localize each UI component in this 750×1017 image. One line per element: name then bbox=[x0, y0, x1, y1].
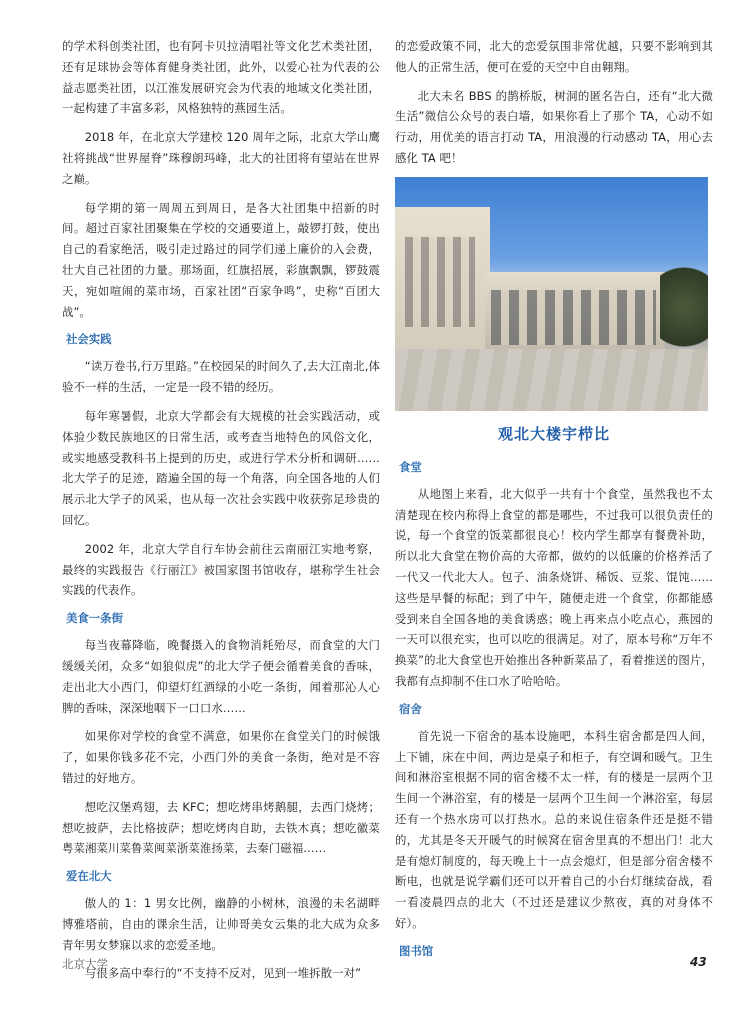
section-heading-food-street: 美食一条街 bbox=[66, 611, 123, 626]
footer-publication: 北京大学 bbox=[62, 957, 108, 971]
section-heading-love: 爱在北大 bbox=[66, 869, 112, 884]
campus-building-photo bbox=[395, 177, 708, 411]
plaza-ground bbox=[395, 349, 708, 411]
section-heading-library: 图书馆 bbox=[399, 943, 434, 958]
paragraph: 每学期的第一周周五到周日，是各大社团集中招新的时间。超过百家社团聚集在学校的交通要道上，敲锣打鼓，使出自己的看家绝活，吸引走过路过的同学们递上廉价的入会费，壮大自己社团的力量。那场面，红旗招展，彩旗飘飘，锣鼓震天，宛如喧闹的菜市场，百家社团“百家争鸣”，史称“百团大战”。 bbox=[62, 200, 380, 319]
left-column bbox=[62, 36, 380, 992]
paragraph: “读万卷书,行万里路。”在校园呆的时间久了,去大江南北,体验不一样的生活，一定是一段不错的经历。 bbox=[62, 359, 380, 395]
section-heading-canteen: 食堂 bbox=[399, 459, 422, 474]
paragraph: 从地图上来看，北大似乎一共有十个食堂，虽然我也不太清楚现在校内称得上食堂的都是哪些，不过我可以很负责任的说，每一个食堂的饭菜都很良心！校内学生都享有餐费补助，所以北大食堂在物价高的大帝都，做妁的以低廉的价格养活了一代又一代北大人。包子、油条烧饼、稀饭、豆浆、馄饨……这些是早餐的标配；到了中午，随便走进一个食堂，你都能感受到来自全国各地的美食诱惑；晚上再来点小吃点心，燕园的一天可以很充实，也可以吃的很满足。对了，原本号称“万年不换菜”的北大食堂也开始推出各种新菜品了，看着推送的图片，我都有点抑制不住口水了哈哈哈。 bbox=[395, 486, 713, 688]
paragraph: 傲人的 1：1 男女比例，幽静的小树林，浪漫的未名湖畔博雅塔前，自由的课余生活，让帅哥美女云集的北大成为众多青年男女梦寐以求的恋爱圣地。 bbox=[62, 896, 380, 952]
page-number: 43 bbox=[690, 955, 707, 969]
paragraph: 每当夜幕降临，晚餐摄入的食物消耗殆尽，而食堂的大门缓缓关闭，众多“如狼似虎”的北大学子便会循着美食的香味，走出北大小西门，仰望灯红酒绿的小吃一条街，闻着那沁人心脾的香味，深深地咽下一口口水…… bbox=[62, 638, 380, 715]
photo-caption: 观北大楼宇栉比 bbox=[497, 424, 610, 443]
section-heading-dormitory: 宿舍 bbox=[399, 701, 422, 716]
paragraph: 与很多高中奉行的“不支持不反对，见到一堆拆散一对” bbox=[84, 966, 362, 981]
section-heading-social-practice: 社会实践 bbox=[66, 332, 112, 347]
paragraph: 想吃汉堡鸡翅，去 KFC；想吃烤串烤鹅腿，去西门烧烤；想吃披萨，去比格披萨；想吃烤肉自助，去铁木真；想吃徽菜粤菜湘菜川菜鲁菜闽菜浙菜淮扬菜，去秦门磁福…… bbox=[62, 799, 380, 856]
paragraph: 如果你对学校的食堂不满意，如果你在食堂关门的时候饿了，如果你钱多花不完，小西门外的美食一条街，绝对是不容错过的好地方。 bbox=[62, 729, 380, 785]
paragraph: 2018 年，在北京大学建校 120 周年之际，北京大学山鹰社将挑战“世界屋脊”珠穆朗玛峰，北大的社团将有望站在世界之巅。 bbox=[62, 130, 380, 186]
paragraph: 的恋爱政策不同，北大的恋爱氛围非常优越，只要不影响到其他人的正常生活，便可在爱的天空中自由翱翔。 bbox=[395, 39, 713, 74]
paragraph: 首先说一下宿舍的基本设施吧，本科生宿舍都是四人间，上下铺，床在中间，两边是桌子和柜子，有空调和暖气。卫生间和淋浴室根据不同的宿舍楼不太一样，有的楼是一层两个卫生间一个淋浴室，有的楼是一层两个卫生间一个淋浴室，每层还有一个热水房可以打热水。总的来说住宿条件还是挺不错的，尤其是冬天开暖气的时候窝在宿舍里真的不想出门！北大是有熄灯制度的，每天晚上十一点会熄灯，但是部分宿舍楼不断电，也就是说学霸们还可以开着自己的小台灯继续奋战，看一看凌晨四点的北大（不过还是建议少熬夜，真的对身体不好）。 bbox=[395, 728, 713, 930]
paragraph: 每年寒暑假，北京大学都会有大规模的社会实践活动，或体验少数民族地区的日常生活，或考查当地特色的风俗文化，或实地感受教科书上提到的历史，或进行学术分析和调研……北大学子的足迹，踏遍全国的每一个角落，向全国各地的人们展示北大学子的风采，也从每一次社会实践中收获弥足珍贵的回忆。 bbox=[62, 408, 380, 527]
paragraph: 北大未名 BBS 的鹊桥版，树洞的匿名告白，还有“北大微生活”微信公众号的表白墙，如果你看上了那个 TA，心动不如行动，用优美的语言打动 TA，用浪漫的行动感动 TA，用心去感化 TA 吧！ bbox=[395, 88, 713, 165]
right-column bbox=[395, 36, 713, 968]
paragraph: 2002 年，北京大学自行车协会前往云南丽江实地考察，最终的实践报告《行丽江》被国家图书馆收存，堪称学生社会实践的代表作。 bbox=[62, 541, 380, 598]
paragraph: 的学术科创类社团，也有阿卡贝拉清唱社等文化艺术类社团，还有足球协会等体育健身类社团，此外，以爱心社为代表的公益志愿类社团，以江淮发展研究会为代表的地域文化类社团，一起构建了丰富多彩，风格独特的燕园生活。 bbox=[62, 39, 380, 116]
